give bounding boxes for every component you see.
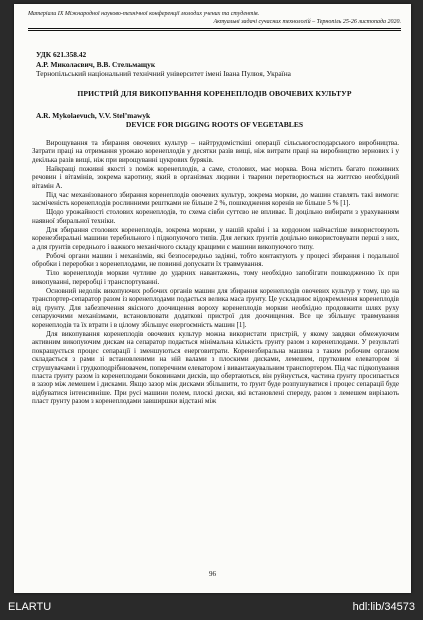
paragraph: Під час механізованого збирання коренеплодів овочевих культур, зокрема моркви, до машин ставлять такі вимоги: засміченість коренеплодів рослинними рештками не більше 2 %, пошкодження коренів не більше 5 % [1]. xyxy=(32,190,399,208)
paragraph: Для викопування коренеплодів овочевих культур можна використати пристрій, у якому завдяки обмежуючим активним викопуючим дискам на сепаратор подається мінімальна кількість ґрунту разом з коренеплодами. У результаті покращується процес сепарації і зменшуються енерговитрати. Коренезбиральна машина з таким робочим органом складається з рами зі встановленими на ній валами з плоскими дисками, лемешем, прутковим елеватором зі струшувачами і грудкоподрібнювачем, поперечним елеватором і вивантажувальним транспортером. Під час підкопування пласта ґрунту разом із коренеплодами боковинами дисків, що обертаються, він руйнується, частина ґрунту просипається в зазор між лемешем і дисками. Якщо зазор між дисками збільшити, то ґрунт буде розпушуватися і процес сепарації буде відбуватися інтенсивніше. При русі машини полем, плоскі диски, які встановлені спереду, разом з лемешем вирізають пласт ґрунту разом з коренеплодами завширшки відстані між xyxy=(32,329,399,406)
paragraph: Для збирання столових коренеплодів, зокрема моркви, у нашій країні і за кордоном найчастіше використовують коренезбиральні машини теребильного і підкопуючого типів. Для легких ґрунтів доцільно використовувати перші з них, а для ґрунтів середнього і важкого механічного складу кращими є машини викопуючого типу. xyxy=(32,225,399,251)
paragraph: Вирощування та збирання овочевих культур – найтрудомісткіші операції сільськогосподарського виробництва. Затрати праці на отримання урожаю коренеплодів у десятки разів вищі, ніж витрати праці на виробництво зернових і у декілька разів вищі, ніж при вирощуванні цукрових буряків. xyxy=(32,139,399,164)
authors-ua: А.Р. Миколаєвич, В.В. Стельмащук xyxy=(36,59,156,69)
page-number: 96 xyxy=(209,570,216,578)
paragraph: Найкращі поживні якості з поміж коренеплодів, а саме, столових, має морква. Вона містить багато поживних речовин і вітамінів, зокрема каротину, який в організмах людини і тварини перетворюється на життєво необхідний вітамін А. xyxy=(32,164,399,190)
paragraph: Робочі органи машин і механізмів, які безпосередньо задіяні, тобто контактують у процесі збирання і подальшої обробки і переробки з коренеплодами, не повинні допускати їх травмування. xyxy=(32,251,399,269)
title-ua: ПРИСТРІЙ ДЛЯ ВИКОПУВАННЯ КОРЕНЕПЛОДІВ ОВОЧЕВИХ КУЛЬТУР xyxy=(77,89,352,98)
header-rule-bottom xyxy=(28,30,401,31)
paragraph: Основний недолік викопуючих робочих органів машин для збирання коренеплодів овочевих культур у тому, що на транспортер-сепаратор разом із коренеплодами подається велика маса ґрунту. Це ускладнює відокремлення коренеплодів від ґрунту. Для забезпечення якісного доочищення вороху коренеплодів моркви необхідно продовжити шлях руху сепаруючими механізмами, встановлювати додаткові пристрої для доочищення. Все це збільшує травмування коренеплодів та їх втрати і в цілому збільшує енергоємність машин [1]. xyxy=(32,286,399,329)
conference-header xyxy=(28,11,401,26)
paragraph: Тіло коренеплодів моркви чутливе до ударних навантажень, тому необхідно запобігати пошкодженню їх при викопуванні, переробці і транспортуванні. xyxy=(32,269,399,286)
paragraph: Щодо урожайності столових коренеплодів, то схема сівби суттєво не впливає. Її доцільно вибирати з урахуванням наявної збиральної техніки. xyxy=(32,208,399,225)
document-page xyxy=(14,4,411,593)
authors-en: A.R. Mykolaevuch, V.V. Stel’mawyk xyxy=(36,111,151,120)
affiliation: Тернопільський національний технічний університет імені Івана Пулюя, Україна xyxy=(36,69,291,78)
title-en: DEVICE FOR DIGGING ROOTS OF VEGETABLES xyxy=(125,120,304,129)
udc-code: УДК 621.358.42 xyxy=(36,50,87,59)
header-line-2: Актуальні задачі сучасних технологій – Тернопіль 25-26 листопада 2020. xyxy=(213,18,401,25)
repository-name: ELARTU xyxy=(8,601,52,613)
header-line-1: Матеріали IX Міжнародної науково-технічної конференції молодих учених та студентів. xyxy=(28,11,260,17)
article-body xyxy=(32,139,399,406)
header-rule-top xyxy=(28,28,401,29)
article-meta-ua xyxy=(36,50,399,79)
viewer-footer xyxy=(0,596,423,620)
handle-id: hdl:lib/34573 xyxy=(352,601,415,613)
